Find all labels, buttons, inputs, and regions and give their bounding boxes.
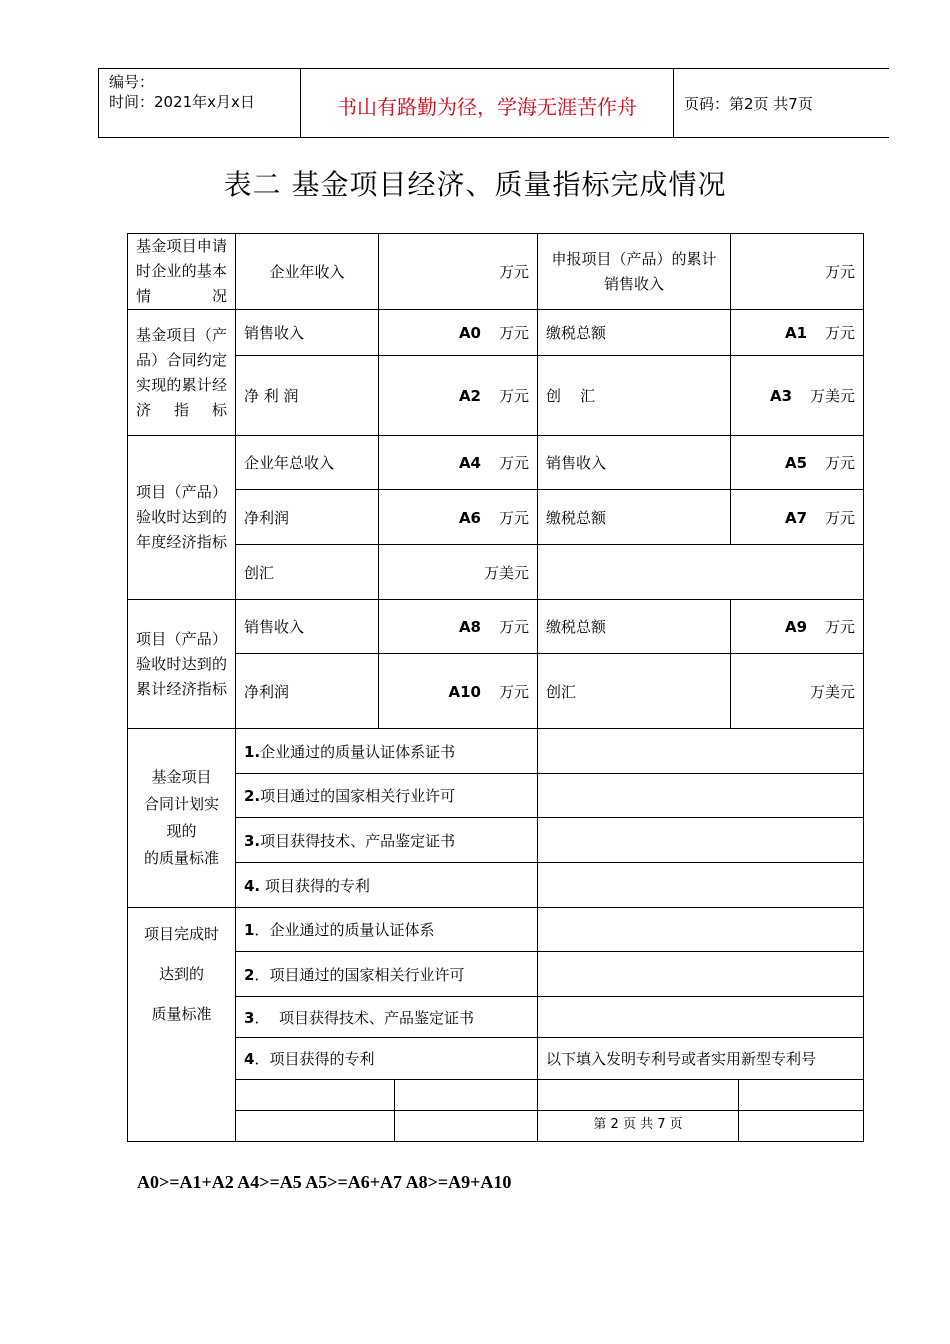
annual-total-income-label: 企业年总收入	[236, 436, 379, 490]
unit: 万元	[499, 682, 530, 701]
item-number: 3	[244, 1008, 255, 1027]
contract-side-label: 基金项目（产品）合同约定实现的累计经济指标	[128, 310, 236, 436]
time-label: 时间：2021年x月x日	[109, 93, 255, 111]
page-note-text: 第 2 页 共 7 页	[593, 1117, 683, 1132]
quality-plan-value[interactable]	[538, 729, 864, 774]
unit: 万元	[825, 454, 856, 472]
cumulative-sales-value	[379, 600, 538, 654]
contract-forex-value	[731, 356, 864, 436]
annual-total-income-value	[379, 436, 538, 490]
item-number: 2	[244, 965, 255, 984]
item-text: 项目通过的国家相关行业许可	[260, 787, 456, 805]
annual-income-label: 企业年收入	[236, 234, 379, 310]
unit: 万美元	[810, 387, 856, 405]
item-text: 项目获得的专利	[260, 876, 370, 895]
quality-plan-item	[236, 863, 538, 908]
annual-empty-cell	[538, 545, 864, 600]
patent-cell[interactable]	[395, 1111, 538, 1142]
quality-plan-item	[236, 818, 538, 863]
annual-profit-value	[379, 490, 538, 545]
code-a9: A9	[784, 618, 808, 636]
header-left-cell	[99, 69, 301, 137]
quality-plan-value[interactable]	[538, 774, 864, 818]
patent-cell[interactable]	[538, 1080, 739, 1111]
cumulative-side-label: 项目（产品）验收时达到的累计经济指标	[128, 600, 236, 729]
page-label: 页码：第2页 共7页	[684, 95, 813, 113]
cumulative-forex-unit: 万美元	[731, 654, 864, 729]
cumulative-tax-value	[731, 600, 864, 654]
quality-done-value[interactable]	[538, 908, 864, 952]
code-a4: A4	[458, 454, 481, 472]
unit: 万元	[499, 454, 530, 472]
annual-tax-label: 缴税总额	[538, 490, 731, 545]
quality-done-item	[236, 952, 538, 997]
quality-done-side-label	[128, 908, 236, 1142]
code-a8: A8	[458, 618, 481, 636]
quality-done-item	[236, 1038, 538, 1080]
item-number: 3.	[244, 831, 261, 850]
item-text: ． 项目获得技术、产品鉴定证书	[254, 1008, 474, 1027]
unit: 万元	[825, 508, 856, 527]
item-number: 2.	[244, 787, 261, 805]
indicator-table	[127, 233, 864, 1142]
unit: 万元	[825, 618, 856, 636]
annual-sales-value	[731, 436, 864, 490]
cumulative-sales-unit: 万元	[731, 234, 864, 310]
patent-note: 以下填入发明专利号或者实用新型专利号	[538, 1038, 864, 1080]
code-a7: A7	[784, 508, 808, 527]
quality-done-item	[236, 997, 538, 1038]
patent-cell[interactable]	[395, 1080, 538, 1111]
contract-profit-label: 净 利 润	[236, 356, 379, 436]
unit: 万元	[499, 508, 530, 527]
side-line: 项目完成时	[143, 925, 219, 943]
item-number: 4.	[244, 876, 261, 895]
item-number: 1.	[244, 742, 261, 761]
item-text: 企业通过的质量认证体系证书	[260, 742, 456, 761]
quality-plan-item	[236, 729, 538, 774]
annual-profit-label: 净利润	[236, 490, 379, 545]
quality-done-value[interactable]	[538, 997, 864, 1038]
cumulative-sales-label: 申报项目（产品）的累计销售收入	[538, 234, 731, 310]
code-a5: A5	[784, 454, 808, 472]
code-a1: A1	[784, 324, 808, 342]
cumulative-profit-value	[379, 654, 538, 729]
quality-plan-value[interactable]	[538, 818, 864, 863]
number-label: 编号：	[109, 73, 155, 91]
patent-cell[interactable]	[739, 1080, 864, 1111]
contract-tax-label: 缴税总额	[538, 310, 731, 356]
code-a0: A0	[458, 324, 481, 342]
annual-tax-value	[731, 490, 864, 545]
contract-profit-value	[379, 356, 538, 436]
annual-forex-unit: 万美元	[379, 545, 538, 600]
patent-cell[interactable]	[236, 1080, 395, 1111]
cumulative-sales-label: 销售收入	[236, 600, 379, 654]
contract-forex-label: 创 汇	[538, 356, 731, 436]
quality-done-item	[236, 908, 538, 952]
quality-plan-value[interactable]	[538, 863, 864, 908]
patent-cell[interactable]	[739, 1111, 864, 1142]
cumulative-tax-label: 缴税总额	[538, 600, 731, 654]
item-text: ．项目获得的专利	[254, 1050, 375, 1068]
side-line: 达到的	[158, 965, 204, 983]
side-line: 基金项目	[151, 768, 212, 786]
quality-plan-item	[236, 774, 538, 818]
side-line: 的质量标准	[143, 849, 219, 867]
contract-tax-value	[731, 310, 864, 356]
code-a6: A6	[458, 508, 481, 527]
page-header	[98, 68, 889, 138]
patent-cell[interactable]	[236, 1111, 395, 1142]
annual-side-label: 项目（产品）验收时达到的年度经济指标	[128, 436, 236, 600]
quality-done-value[interactable]	[538, 952, 864, 997]
side-line: 质量标准	[151, 1005, 212, 1023]
item-number: 1	[244, 921, 255, 939]
side-line: 现的	[166, 822, 197, 840]
unit: 万元	[825, 324, 856, 342]
cumulative-profit-label: 净利润	[236, 654, 379, 729]
header-motto-cell	[301, 69, 674, 137]
item-text: ．企业通过的质量认证体系	[254, 921, 435, 939]
unit: 万元	[499, 387, 530, 405]
code-a10: A10	[448, 682, 481, 701]
annual-income-unit: 万元	[379, 234, 538, 310]
item-text: ．项目通过的国家相关行业许可	[254, 965, 465, 984]
unit: 万元	[499, 618, 530, 636]
basic-side-label: 基金项目申请时企业的基本情况	[128, 234, 236, 310]
item-number: 4	[244, 1050, 255, 1068]
side-line: 合同计划实	[143, 795, 219, 813]
unit: 万元	[499, 324, 530, 342]
quality-plan-side-label	[128, 729, 236, 908]
code-a2: A2	[458, 387, 481, 405]
page-note	[538, 1111, 739, 1142]
annual-forex-label: 创汇	[236, 545, 379, 600]
contract-sales-label: 销售收入	[236, 310, 379, 356]
item-text: 项目获得技术、产品鉴定证书	[260, 831, 456, 850]
formula: A0>=A1+A2 A4>=A5 A5>=A6+A7 A8>=A9+A10	[137, 1172, 512, 1192]
motto: 书山有路勤为径，学海无涯苦作舟	[337, 95, 637, 119]
contract-sales-value	[379, 310, 538, 356]
code-a3: A3	[769, 387, 793, 405]
cumulative-forex-label: 创汇	[538, 654, 731, 729]
page-title: 表二 基金项目经济、质量指标完成情况	[223, 168, 727, 201]
annual-sales-label: 销售收入	[538, 436, 731, 490]
